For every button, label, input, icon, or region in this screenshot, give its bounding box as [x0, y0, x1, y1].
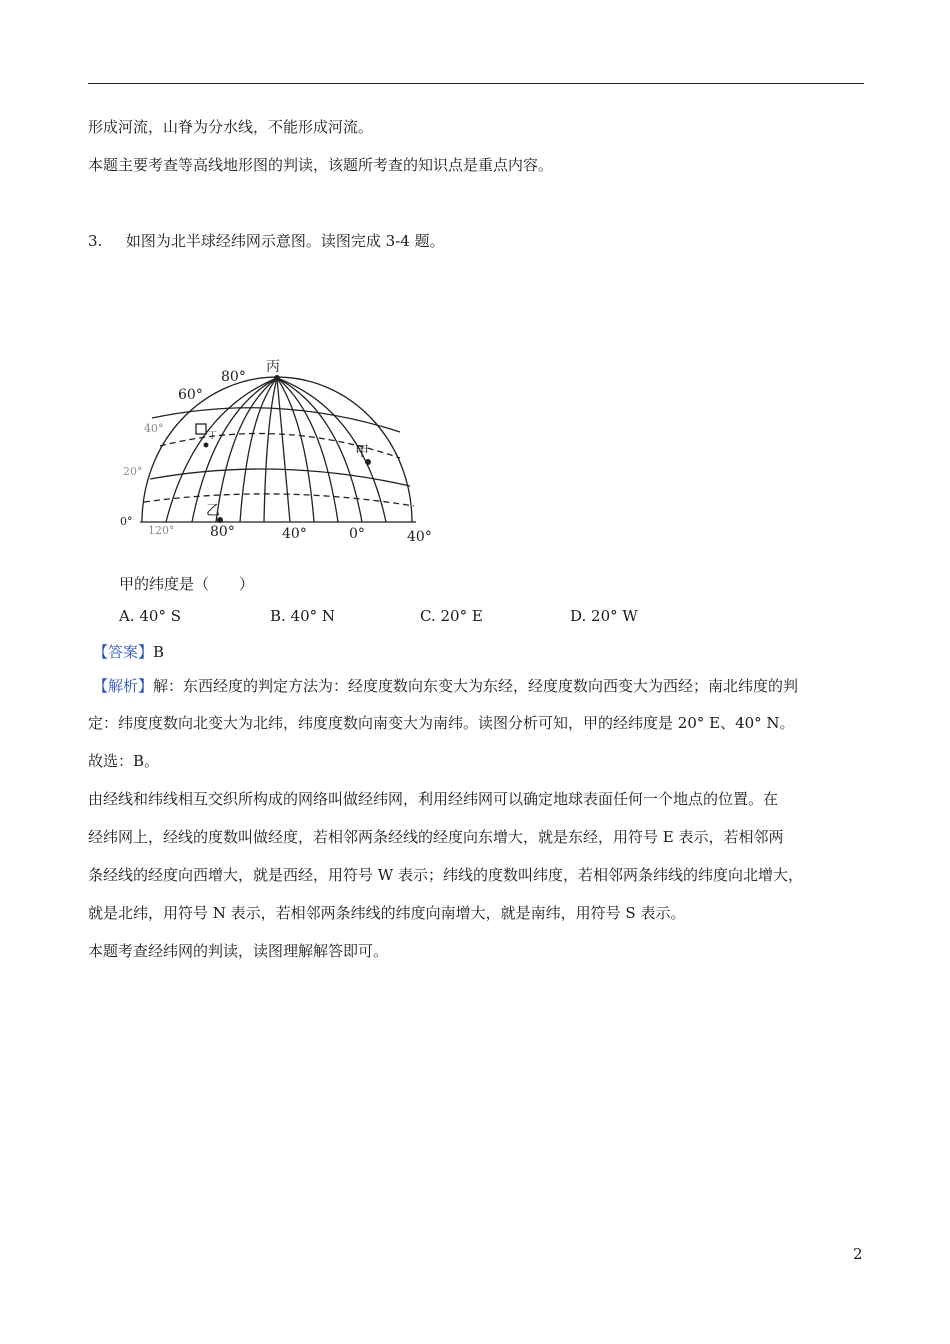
explanation-line-4: 就是北纬，用符号 N 表示，若相邻两条纬线的纬度向南增大，就是南纬，用符号 S 表示。	[88, 904, 686, 922]
label-lat-0: 0°	[120, 515, 133, 528]
paragraph-continuation: 形成河流，山脊为分水线，不能形成河流。	[88, 118, 374, 136]
explanation-line-2: 经纬网上，经线的度数叫做经度，若相邻两条经线的经度向东增大，就是东经，用符号 E 表示，若相邻两	[88, 828, 784, 846]
meridian	[264, 378, 277, 522]
parallel	[144, 494, 414, 506]
paragraph-summary: 本题主要考查等高线地形图的判读，该题所考查的知识点是重点内容。	[88, 156, 554, 174]
option-b[interactable]: B. 40° N	[270, 607, 336, 625]
grid-point	[204, 443, 209, 448]
label-lon-0: 0°	[349, 526, 365, 542]
answer-value: B	[153, 643, 165, 661]
option-d[interactable]: D. 20° W	[570, 607, 638, 625]
label-yi: 乙	[206, 503, 220, 519]
page-number: 2	[853, 1245, 863, 1263]
analysis-tag: 【解析】	[93, 677, 154, 695]
label-lon-40: 40°	[282, 526, 307, 542]
graticule-figure	[110, 352, 450, 552]
label-lon-40b: 40°	[407, 529, 432, 545]
question-text: 如图为北半球经纬网示意图。读图完成 3-4 题。	[125, 232, 445, 250]
option-c[interactable]: C. 20° E	[420, 607, 483, 625]
meridian	[277, 378, 338, 522]
pole-point	[274, 375, 280, 381]
meridian	[277, 378, 314, 522]
meridian	[216, 378, 277, 522]
parallel	[152, 408, 400, 432]
label-pole: 丙	[266, 359, 280, 375]
explanation-line-3: 条经线的经度向西增大，就是西经，用符号 W 表示；纬线的度数叫纬度，若相邻两条纬线的纬度向北增大，	[88, 866, 803, 884]
explanation-line-5: 本题考查经纬网的判读，读图理解解答即可。	[88, 942, 389, 960]
label-lat-60: 60°	[178, 387, 203, 403]
label-lon-120: 120°	[148, 524, 175, 537]
meridian	[277, 378, 386, 522]
label-lon-80: 80°	[210, 524, 235, 540]
label-lat-20: 20°	[123, 465, 143, 478]
label-jia: 甲	[355, 444, 369, 460]
question-number: 3.	[88, 232, 103, 250]
label-ding: 丁	[208, 431, 218, 441]
answer-tag: 【答案】	[93, 643, 154, 661]
analysis-line-1: 【解析】解：东西经度的判定方法为：经度度数向东变大为东经，经度度数向西变大为西经；南北纬度的判	[93, 677, 799, 695]
sub-question: 甲的纬度是（ ）	[119, 575, 255, 593]
header-rule	[88, 83, 864, 84]
analysis-line-3: 故选：B。	[88, 752, 160, 770]
label-lat-40: 40°	[144, 422, 164, 435]
explanation-line-1: 由经线和纬线相互交织所构成的网络叫做经纬网，利用经纬网可以确定地球表面任何一个地点的位置。在	[88, 790, 779, 808]
label-lat-80: 80°	[221, 369, 246, 385]
option-a[interactable]: A. 40° S	[119, 607, 181, 625]
analysis-line-2: 定：纬度度数向北变大为北纬，纬度度数向南变大为南纬。读图分析可知，甲的经纬度是 20° E、40° N。	[88, 714, 795, 732]
answer-line	[93, 642, 164, 662]
meridian	[240, 378, 277, 522]
question-3	[88, 231, 445, 251]
point-ding	[196, 424, 206, 434]
